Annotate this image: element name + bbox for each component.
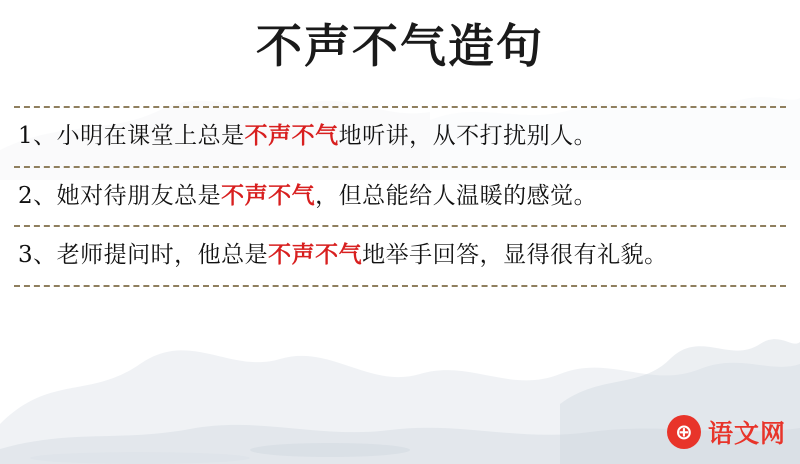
- sentence-3-part-3: 地举手回答，显得很有礼貌。: [362, 242, 668, 269]
- watermark-label: 语文网: [707, 419, 786, 448]
- list-item: [14, 108, 786, 166]
- sentence-2-part-3: ，但总能给人温暖的感觉。: [315, 182, 598, 209]
- sentence-3-highlight: 不声不气: [268, 242, 363, 269]
- list-item: [14, 227, 786, 285]
- page-title: 不声不气造句: [256, 19, 544, 73]
- sentence-list: [14, 106, 786, 287]
- logo-icon: ⊕: [667, 415, 701, 449]
- list-item: [14, 168, 786, 226]
- sentence-2-highlight: 不声不气: [221, 182, 316, 209]
- sentence-2-part-1: 2、她对待朋友总是: [18, 182, 222, 209]
- sentence-1-highlight: 不声不气: [244, 123, 339, 149]
- sentence-1-part-3: 地听讲，从不打扰别人。: [338, 123, 598, 149]
- watermark: [667, 414, 786, 450]
- sentence-3-part-1: 3、老师提问时，他总是: [18, 242, 269, 269]
- sentence-1-part-1: 1、小明在课堂上总是: [18, 123, 245, 149]
- divider-bottom: [14, 285, 786, 287]
